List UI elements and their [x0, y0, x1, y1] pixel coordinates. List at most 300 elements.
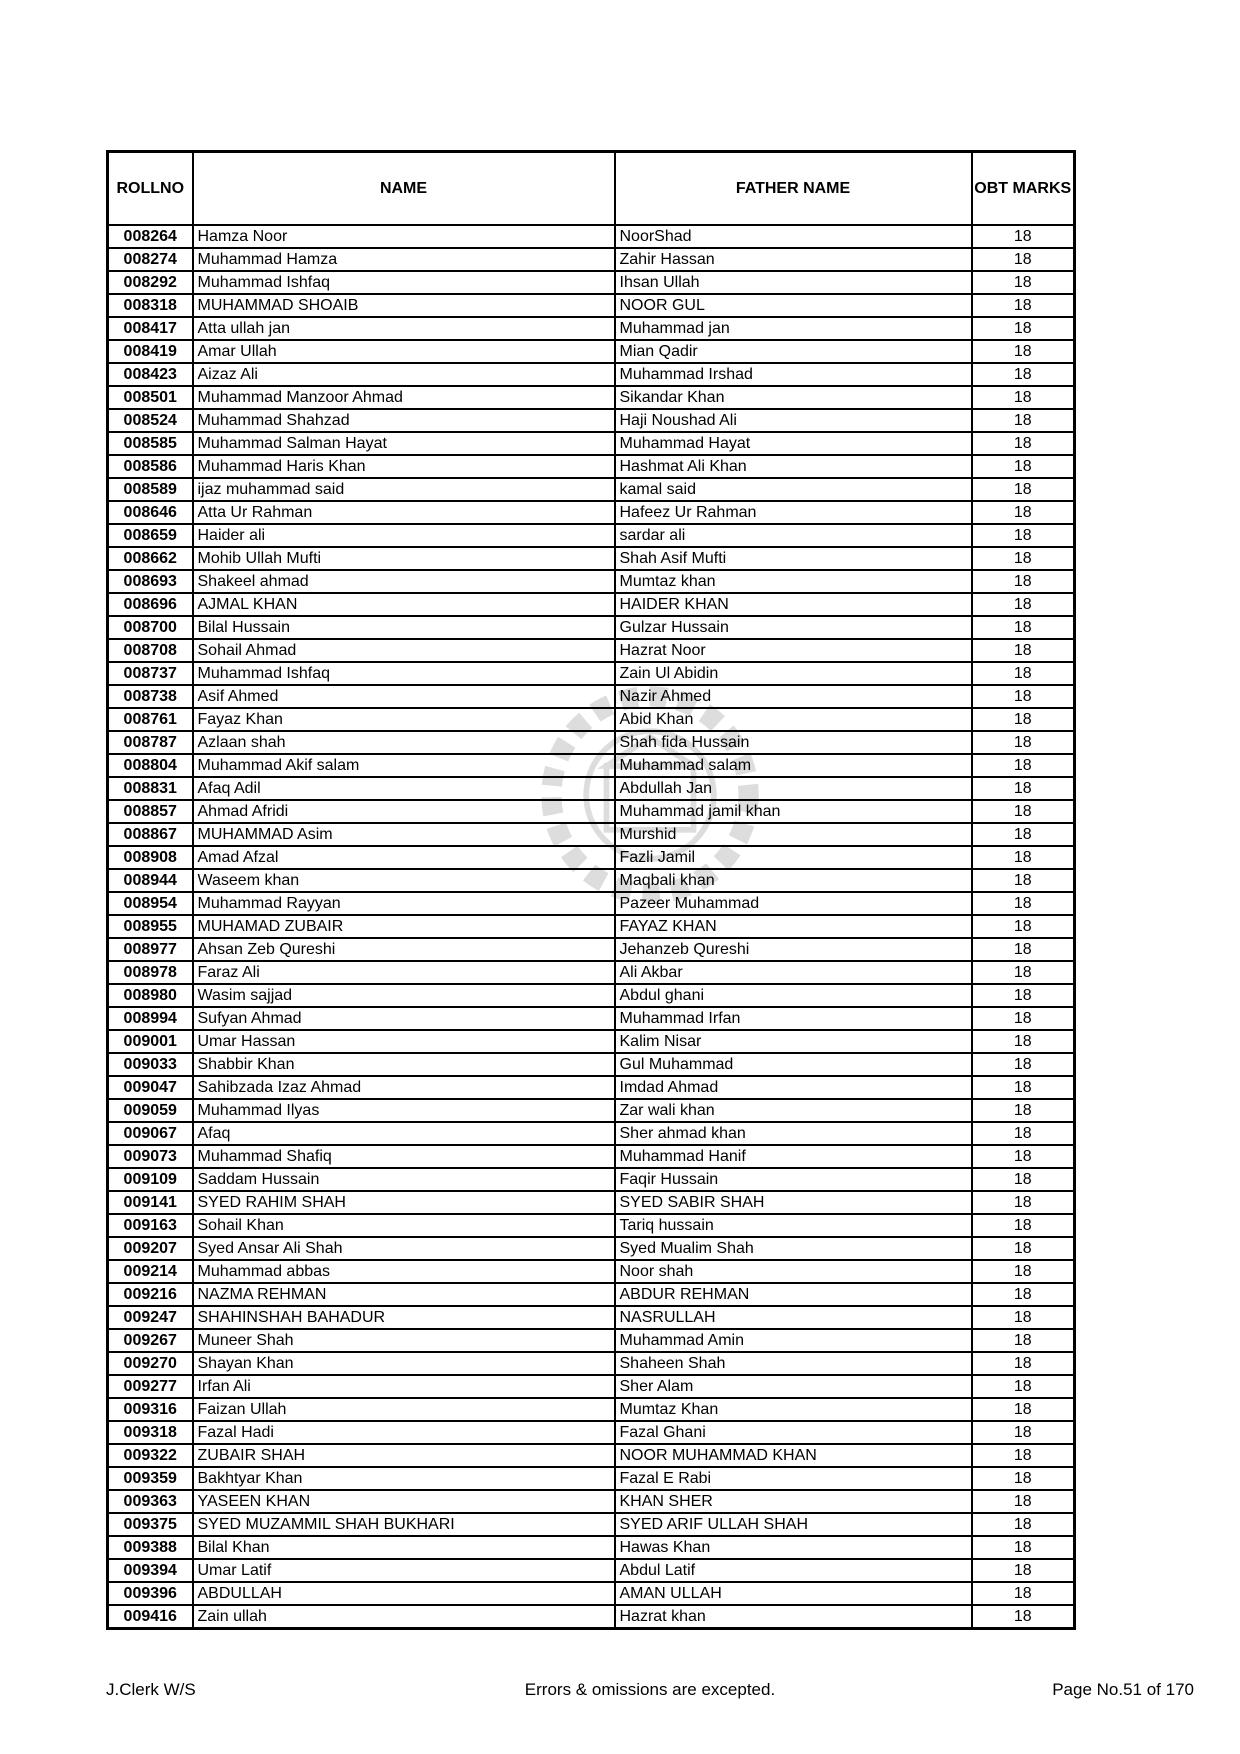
student-name: MUHAMMAD Asim [193, 823, 615, 846]
roll-number: 008977 [108, 938, 193, 961]
student-name: Zain ullah [193, 1605, 615, 1629]
father-name: Hashmat Ali Khan [615, 455, 972, 478]
student-name: SYED RAHIM SHAH [193, 1191, 615, 1214]
roll-number: 009067 [108, 1122, 193, 1145]
father-name: FAYAZ KHAN [615, 915, 972, 938]
father-name: AMAN ULLAH [615, 1582, 972, 1605]
roll-number: 008662 [108, 547, 193, 570]
header-obt-marks: OBT MARKS [972, 152, 1075, 226]
obtained-marks: 18 [972, 1007, 1075, 1030]
father-name: Shah fida Hussain [615, 731, 972, 754]
student-name: Asif Ahmed [193, 685, 615, 708]
student-name: Fayaz Khan [193, 708, 615, 731]
father-name: NoorShad [615, 225, 972, 248]
roll-number: 008659 [108, 524, 193, 547]
table-row [108, 570, 1075, 593]
obtained-marks: 18 [972, 1375, 1075, 1398]
father-name: Abdul Latif [615, 1559, 972, 1582]
roll-number: 008708 [108, 639, 193, 662]
table-row [108, 1444, 1075, 1467]
obtained-marks: 18 [972, 1237, 1075, 1260]
father-name: Mian Qadir [615, 340, 972, 363]
roll-number: 009318 [108, 1421, 193, 1444]
student-name: Hamza Noor [193, 225, 615, 248]
table-row [108, 294, 1075, 317]
table-row [108, 524, 1075, 547]
father-name: Imdad Ahmad [615, 1076, 972, 1099]
father-name: Nazir Ahmed [615, 685, 972, 708]
table-row [108, 340, 1075, 363]
roll-number: 009109 [108, 1168, 193, 1191]
student-name: Muhammad Ilyas [193, 1099, 615, 1122]
obtained-marks: 18 [972, 524, 1075, 547]
father-name: Muhammad Irshad [615, 363, 972, 386]
roll-number: 009388 [108, 1536, 193, 1559]
roll-number: 009396 [108, 1582, 193, 1605]
student-name: Sahibzada Izaz Ahmad [193, 1076, 615, 1099]
father-name: Zahir Hassan [615, 248, 972, 271]
table-row [108, 616, 1075, 639]
table-row [108, 800, 1075, 823]
father-name: Muhammad jan [615, 317, 972, 340]
father-name: Fazal Ghani [615, 1421, 972, 1444]
roll-number: 008696 [108, 593, 193, 616]
student-name: Muhammad Hamza [193, 248, 615, 271]
roll-number: 008524 [108, 409, 193, 432]
father-name: Hawas Khan [615, 1536, 972, 1559]
student-name: Aizaz Ali [193, 363, 615, 386]
table-row [108, 1007, 1075, 1030]
obtained-marks: 18 [972, 363, 1075, 386]
table-row [108, 685, 1075, 708]
father-name: Shah Asif Mufti [615, 547, 972, 570]
obtained-marks: 18 [972, 1306, 1075, 1329]
student-name: SHAHINSHAH BAHADUR [193, 1306, 615, 1329]
roll-number: 009163 [108, 1214, 193, 1237]
roll-number: 008980 [108, 984, 193, 1007]
obtained-marks: 18 [972, 225, 1075, 248]
student-name: Sohail Ahmad [193, 639, 615, 662]
obtained-marks: 18 [972, 1352, 1075, 1375]
header-father-name: FATHER NAME [615, 152, 972, 226]
obtained-marks: 18 [972, 685, 1075, 708]
father-name: Muhammad Hayat [615, 432, 972, 455]
father-name: Tariq hussain [615, 1214, 972, 1237]
roll-number: 009359 [108, 1467, 193, 1490]
table-row [108, 1260, 1075, 1283]
header-row [108, 152, 1075, 226]
obtained-marks: 18 [972, 961, 1075, 984]
header-name: NAME [193, 152, 615, 226]
student-name: SYED MUZAMMIL SHAH BUKHARI [193, 1513, 615, 1536]
roll-number: 008318 [108, 294, 193, 317]
roll-number: 009394 [108, 1559, 193, 1582]
table-row [108, 547, 1075, 570]
obtained-marks: 18 [972, 271, 1075, 294]
father-name: Gul Muhammad [615, 1053, 972, 1076]
table-row [108, 639, 1075, 662]
father-name: Abid Khan [615, 708, 972, 731]
father-name: Abdullah Jan [615, 777, 972, 800]
student-name: Umar Hassan [193, 1030, 615, 1053]
obtained-marks: 18 [972, 1053, 1075, 1076]
obtained-marks: 18 [972, 639, 1075, 662]
table-row [108, 1329, 1075, 1352]
roll-number: 009316 [108, 1398, 193, 1421]
student-name: Bilal Hussain [193, 616, 615, 639]
student-name: Bilal Khan [193, 1536, 615, 1559]
roll-number: 008423 [108, 363, 193, 386]
table-row [108, 754, 1075, 777]
father-name: Sher Alam [615, 1375, 972, 1398]
obtained-marks: 18 [972, 1490, 1075, 1513]
obtained-marks: 18 [972, 1076, 1075, 1099]
student-name: Shayan Khan [193, 1352, 615, 1375]
father-name: Shaheen Shah [615, 1352, 972, 1375]
table-row [108, 662, 1075, 685]
obtained-marks: 18 [972, 1329, 1075, 1352]
student-name: Ahsan Zeb Qureshi [193, 938, 615, 961]
table-row [108, 1559, 1075, 1582]
roll-number: 009267 [108, 1329, 193, 1352]
student-name: Muhammad Salman Hayat [193, 432, 615, 455]
obtained-marks: 18 [972, 938, 1075, 961]
obtained-marks: 18 [972, 754, 1075, 777]
father-name: Muhammad Hanif [615, 1145, 972, 1168]
father-name: Pazeer Muhammad [615, 892, 972, 915]
table-row [108, 1375, 1075, 1398]
father-name: Sikandar Khan [615, 386, 972, 409]
table-row [108, 1605, 1075, 1629]
roll-number: 009047 [108, 1076, 193, 1099]
obtained-marks: 18 [972, 1513, 1075, 1536]
table-row [108, 777, 1075, 800]
obtained-marks: 18 [972, 915, 1075, 938]
obtained-marks: 18 [972, 248, 1075, 271]
table-row [108, 432, 1075, 455]
header-rollno: ROLLNO [108, 152, 193, 226]
father-name: Gulzar Hussain [615, 616, 972, 639]
roll-number: 009207 [108, 1237, 193, 1260]
father-name: Abdul ghani [615, 984, 972, 1007]
roll-number: 009363 [108, 1490, 193, 1513]
student-name: Afaq Adil [193, 777, 615, 800]
student-name: Muhammad Akif salam [193, 754, 615, 777]
roll-number: 009375 [108, 1513, 193, 1536]
table-row [108, 984, 1075, 1007]
table-row [108, 363, 1075, 386]
student-name: Shakeel ahmad [193, 570, 615, 593]
student-name: Irfan Ali [193, 1375, 615, 1398]
roll-number: 008978 [108, 961, 193, 984]
student-name: Sohail Khan [193, 1214, 615, 1237]
roll-number: 008831 [108, 777, 193, 800]
student-name: ZUBAIR SHAH [193, 1444, 615, 1467]
roll-number: 008955 [108, 915, 193, 938]
father-name: Syed Mualim Shah [615, 1237, 972, 1260]
table-row [108, 1053, 1075, 1076]
roll-number: 008646 [108, 501, 193, 524]
table-row [108, 1030, 1075, 1053]
father-name: NASRULLAH [615, 1306, 972, 1329]
obtained-marks: 18 [972, 1605, 1075, 1629]
roll-number: 008589 [108, 478, 193, 501]
student-name: Muhammad Ishfaq [193, 271, 615, 294]
student-name: Syed Ansar Ali Shah [193, 1237, 615, 1260]
obtained-marks: 18 [972, 662, 1075, 685]
father-name: Zar wali khan [615, 1099, 972, 1122]
table-row [108, 1076, 1075, 1099]
table-row [108, 1191, 1075, 1214]
table-body [108, 225, 1075, 1629]
obtained-marks: 18 [972, 1536, 1075, 1559]
table-row [108, 892, 1075, 915]
roll-number: 009059 [108, 1099, 193, 1122]
obtained-marks: 18 [972, 1145, 1075, 1168]
roll-number: 008804 [108, 754, 193, 777]
father-name: Murshid [615, 823, 972, 846]
father-name: Maqbali khan [615, 869, 972, 892]
table-row [108, 225, 1075, 248]
obtained-marks: 18 [972, 409, 1075, 432]
student-name: YASEEN KHAN [193, 1490, 615, 1513]
table-row [108, 1237, 1075, 1260]
obtained-marks: 18 [972, 432, 1075, 455]
table-row [108, 1398, 1075, 1421]
student-name: Fazal Hadi [193, 1421, 615, 1444]
table-row [108, 501, 1075, 524]
table-row [108, 1122, 1075, 1145]
roll-number: 009001 [108, 1030, 193, 1053]
roll-number: 008908 [108, 846, 193, 869]
obtained-marks: 18 [972, 1421, 1075, 1444]
student-name: Afaq [193, 1122, 615, 1145]
roll-number: 008737 [108, 662, 193, 685]
obtained-marks: 18 [972, 984, 1075, 1007]
results-table [106, 150, 1076, 1630]
student-name: Muhammad Haris Khan [193, 455, 615, 478]
obtained-marks: 18 [972, 386, 1075, 409]
father-name: Ihsan Ullah [615, 271, 972, 294]
table-row [108, 386, 1075, 409]
student-name: Saddam Hussain [193, 1168, 615, 1191]
obtained-marks: 18 [972, 708, 1075, 731]
student-name: Muhammad Ishfaq [193, 662, 615, 685]
father-name: HAIDER KHAN [615, 593, 972, 616]
father-name: Faqir Hussain [615, 1168, 972, 1191]
table-row [108, 317, 1075, 340]
roll-number: 009214 [108, 1260, 193, 1283]
student-name: Azlaan shah [193, 731, 615, 754]
obtained-marks: 18 [972, 1260, 1075, 1283]
student-name: AJMAL KHAN [193, 593, 615, 616]
obtained-marks: 18 [972, 616, 1075, 639]
father-name: Hazrat khan [615, 1605, 972, 1629]
table-row [108, 1099, 1075, 1122]
roll-number: 008761 [108, 708, 193, 731]
obtained-marks: 18 [972, 547, 1075, 570]
father-name: Muhammad Amin [615, 1329, 972, 1352]
table-row [108, 1352, 1075, 1375]
student-name: MUHAMAD ZUBAIR [193, 915, 615, 938]
obtained-marks: 18 [972, 1444, 1075, 1467]
father-name: SYED SABIR SHAH [615, 1191, 972, 1214]
roll-number: 008501 [108, 386, 193, 409]
obtained-marks: 18 [972, 593, 1075, 616]
obtained-marks: 18 [972, 823, 1075, 846]
obtained-marks: 18 [972, 1030, 1075, 1053]
father-name: Hafeez Ur Rahman [615, 501, 972, 524]
father-name: kamal said [615, 478, 972, 501]
obtained-marks: 18 [972, 1283, 1075, 1306]
student-name: Umar Latif [193, 1559, 615, 1582]
obtained-marks: 18 [972, 1582, 1075, 1605]
obtained-marks: 18 [972, 478, 1075, 501]
student-name: Bakhtyar Khan [193, 1467, 615, 1490]
obtained-marks: 18 [972, 1398, 1075, 1421]
father-name: Sher ahmad khan [615, 1122, 972, 1145]
table-row [108, 271, 1075, 294]
table-row [108, 1513, 1075, 1536]
roll-number: 008419 [108, 340, 193, 363]
obtained-marks: 18 [972, 570, 1075, 593]
father-name: Haji Noushad Ali [615, 409, 972, 432]
roll-number: 008292 [108, 271, 193, 294]
student-name: Muneer Shah [193, 1329, 615, 1352]
father-name: Mumtaz khan [615, 570, 972, 593]
student-name: Faraz Ali [193, 961, 615, 984]
obtained-marks: 18 [972, 800, 1075, 823]
father-name: Fazal E Rabi [615, 1467, 972, 1490]
father-name: Muhammad Irfan [615, 1007, 972, 1030]
roll-number: 009270 [108, 1352, 193, 1375]
roll-number: 008857 [108, 800, 193, 823]
father-name: NOOR MUHAMMAD KHAN [615, 1444, 972, 1467]
table-row [108, 1421, 1075, 1444]
roll-number: 008994 [108, 1007, 193, 1030]
student-name: Shabbir Khan [193, 1053, 615, 1076]
table-row [108, 846, 1075, 869]
student-name: Muhammad Rayyan [193, 892, 615, 915]
table-row [108, 478, 1075, 501]
obtained-marks: 18 [972, 1191, 1075, 1214]
roll-number: 008586 [108, 455, 193, 478]
student-name: Ahmad Afridi [193, 800, 615, 823]
obtained-marks: 18 [972, 869, 1075, 892]
table-row [108, 1283, 1075, 1306]
table-row [108, 248, 1075, 271]
student-name: MUHAMMAD SHOAIB [193, 294, 615, 317]
table-row [108, 915, 1075, 938]
obtained-marks: 18 [972, 501, 1075, 524]
table-row [108, 593, 1075, 616]
roll-number: 009216 [108, 1283, 193, 1306]
table-row [108, 1582, 1075, 1605]
student-name: Muhammad Shahzad [193, 409, 615, 432]
table-row [108, 1168, 1075, 1191]
table-row [108, 455, 1075, 478]
student-name: Sufyan Ahmad [193, 1007, 615, 1030]
roll-number: 009416 [108, 1605, 193, 1629]
student-name: NAZMA REHMAN [193, 1283, 615, 1306]
obtained-marks: 18 [972, 1122, 1075, 1145]
father-name: Noor shah [615, 1260, 972, 1283]
roll-number: 009073 [108, 1145, 193, 1168]
roll-number: 009322 [108, 1444, 193, 1467]
table-row [108, 1467, 1075, 1490]
student-name: ABDULLAH [193, 1582, 615, 1605]
obtained-marks: 18 [972, 1168, 1075, 1191]
obtained-marks: 18 [972, 1467, 1075, 1490]
father-name: Muhammad salam [615, 754, 972, 777]
obtained-marks: 18 [972, 731, 1075, 754]
father-name: Hazrat Noor [615, 639, 972, 662]
table-row [108, 1306, 1075, 1329]
roll-number: 008867 [108, 823, 193, 846]
roll-number: 008944 [108, 869, 193, 892]
roll-number: 009247 [108, 1306, 193, 1329]
table-row [108, 938, 1075, 961]
student-name: Haider ali [193, 524, 615, 547]
footer-page-number: Page No.51 of 170 [1052, 1680, 1194, 1699]
student-name: Atta Ur Rahman [193, 501, 615, 524]
father-name: Zain Ul Abidin [615, 662, 972, 685]
student-name: Wasim sajjad [193, 984, 615, 1007]
table-row [108, 869, 1075, 892]
father-name: SYED ARIF ULLAH SHAH [615, 1513, 972, 1536]
roll-number: 008787 [108, 731, 193, 754]
obtained-marks: 18 [972, 892, 1075, 915]
obtained-marks: 18 [972, 1214, 1075, 1237]
footer-clerk: J.Clerk W/S [106, 1680, 196, 1699]
father-name: Kalim Nisar [615, 1030, 972, 1053]
roll-number: 008700 [108, 616, 193, 639]
father-name: Ali Akbar [615, 961, 972, 984]
student-name: Muhammad abbas [193, 1260, 615, 1283]
table-row [108, 1145, 1075, 1168]
father-name: NOOR GUL [615, 294, 972, 317]
roll-number: 008585 [108, 432, 193, 455]
roll-number: 008738 [108, 685, 193, 708]
footer-disclaimer: Errors & omissions are excepted. [524, 1680, 776, 1699]
father-name: ABDUR REHMAN [615, 1283, 972, 1306]
obtained-marks: 18 [972, 340, 1075, 363]
obtained-marks: 18 [972, 455, 1075, 478]
father-name: Jehanzeb Qureshi [615, 938, 972, 961]
roll-number: 008274 [108, 248, 193, 271]
roll-number: 008693 [108, 570, 193, 593]
student-name: Amar Ullah [193, 340, 615, 363]
table-row [108, 708, 1075, 731]
student-name: Mohib Ullah Mufti [193, 547, 615, 570]
student-name: Atta ullah jan [193, 317, 615, 340]
student-name: Amad Afzal [193, 846, 615, 869]
obtained-marks: 18 [972, 294, 1075, 317]
table-row [108, 1490, 1075, 1513]
father-name: sardar ali [615, 524, 972, 547]
table-row [108, 731, 1075, 754]
student-name: Faizan Ullah [193, 1398, 615, 1421]
student-name: Muhammad Manzoor Ahmad [193, 386, 615, 409]
father-name: KHAN SHER [615, 1490, 972, 1513]
table-row [108, 409, 1075, 432]
obtained-marks: 18 [972, 1099, 1075, 1122]
roll-number: 008264 [108, 225, 193, 248]
father-name: Mumtaz Khan [615, 1398, 972, 1421]
table-row [108, 1536, 1075, 1559]
obtained-marks: 18 [972, 1559, 1075, 1582]
roll-number: 009141 [108, 1191, 193, 1214]
